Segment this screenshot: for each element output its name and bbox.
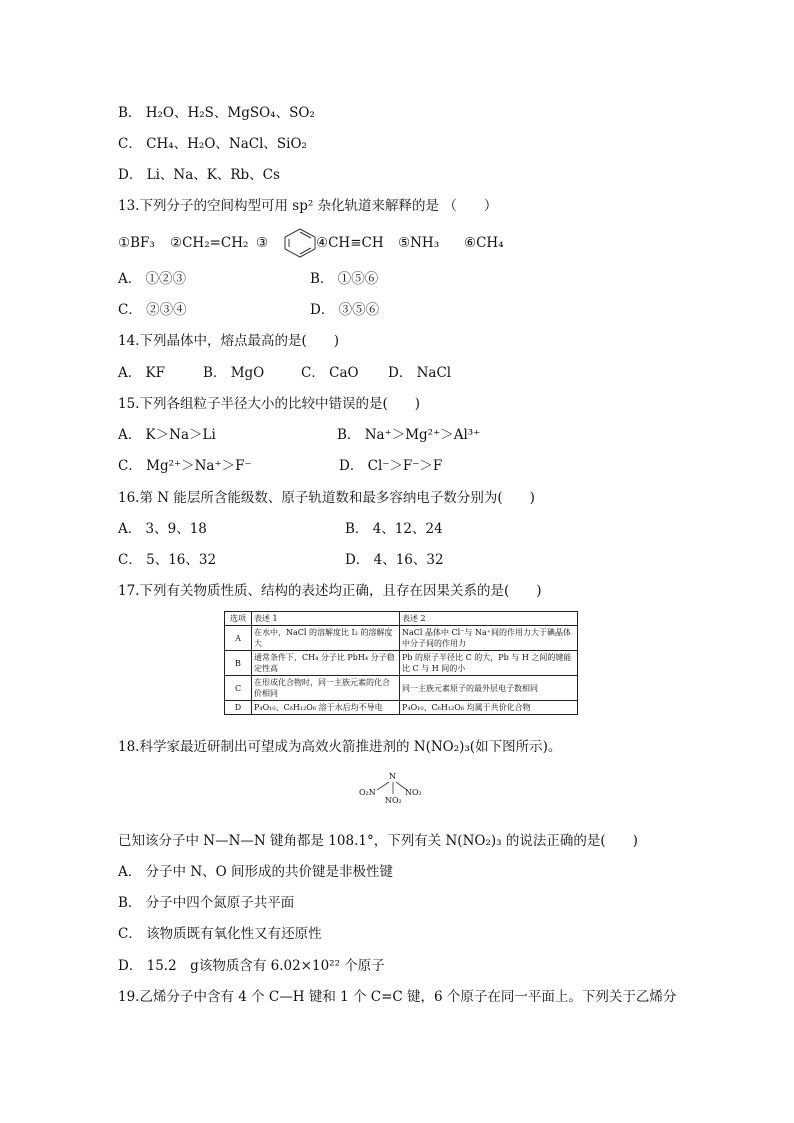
q14-stem: 14.下列晶体中，熔点最高的是( ): [118, 333, 340, 349]
q13-item-4: ④CH≡CH: [316, 235, 384, 251]
table-cell: P₄O₁₀、C₆H₁₂O₆ 溶于水后均不导电: [252, 701, 400, 715]
q16-option-b: B． 4、12、24: [345, 521, 443, 537]
q13-item-3: ③: [256, 235, 269, 251]
q13-item-1: ①BF₃: [118, 235, 155, 251]
q13-option-c: C． ②③④: [118, 302, 187, 318]
q14-option-c: C． CaO: [301, 365, 359, 381]
table-cell: 在形成化合物时，同一主族元素的化合价相同: [252, 676, 400, 701]
table-cell: 通常条件下，CH₄ 分子比 PbH₄ 分子稳定性高: [252, 651, 400, 676]
table-cell: C: [225, 676, 252, 701]
table-cell: P₄O₁₀、C₆H₁₂O₆ 均属于共价化合物: [400, 701, 578, 715]
table-cell: 在水中，NaCl 的溶解度比 I₂ 的溶解度大: [252, 626, 400, 651]
q13-stem: 13.下列分子的空间构型可用 sp² 杂化轨道来解释的是 （ ）: [118, 198, 498, 214]
q13-option-b: B． ①⑤⑥: [310, 271, 379, 287]
table-cell: A: [225, 626, 252, 651]
table-row: [225, 626, 578, 651]
q18-option-b: B． 分子中四个氮原子共平面: [118, 895, 295, 911]
table-row: [225, 676, 578, 701]
q18-stem: 18.科学家最近研制出可望成为高效火箭推进剂的 N(NO₂)₃(如下图所示)。: [118, 739, 562, 755]
table-cell: NaCl 晶体中 Cl⁻与 Na⁺间的作用力大于碘晶体中分子间的作用力: [400, 626, 578, 651]
q15-option-a: A． K＞Na＞Li: [118, 427, 216, 443]
q15-option-d: D． Cl⁻＞F⁻＞F: [339, 458, 443, 474]
q12-option-c: C． CH₄、H₂O、NaCl、SiO₂: [118, 136, 307, 152]
q15-option-b: B． Na⁺＞Mg²⁺＞Al³⁺: [337, 427, 481, 443]
table-header-cell: 表述 2: [400, 612, 578, 626]
q12-option-d: D． Li、Na、K、Rb、Cs: [118, 167, 280, 183]
q18-option-d: D． 15.2 g该物质含有 6.02×10²² 个原子: [118, 958, 385, 974]
q17-stem: 17.下列有关物质性质、结构的表述均正确，且存在因果关系的是( ): [118, 583, 542, 599]
q16-stem: 16.第 N 能层所含能级数、原子轨道数和最多容纳电子数分别为( ): [118, 490, 535, 506]
bottom-nitro-group: NO₂: [385, 796, 402, 805]
q18-option-c: C． 该物质既有氧化性又有还原性: [118, 926, 322, 942]
q13-item-5: ⑤NH₃: [398, 235, 440, 251]
benzene-ring-icon: [283, 228, 317, 258]
q18-option-a: A． 分子中 N、O 间形成的共价键是非极性键: [118, 864, 394, 880]
q16-option-d: D． 4、16、32: [345, 552, 444, 568]
table-row: [225, 701, 578, 715]
table-row: [225, 651, 578, 676]
q14-option-d: D． NaCl: [388, 365, 452, 381]
table-cell: B: [225, 651, 252, 676]
left-nitro-group: O₂N: [359, 788, 376, 797]
q19-stem: 19.乙烯分子中含有 4 个 C—H 键和 1 个 C=C 键，6 个原子在同一平面上。下列关于乙烯分: [118, 989, 677, 1005]
table-header-row: [225, 612, 578, 626]
q12-option-b: B． H₂O、H₂S、MgSO₄、SO₂: [118, 105, 315, 121]
table-header-cell: 选项: [225, 612, 252, 626]
table-header-cell: 表述 1: [252, 612, 400, 626]
q18-line2: 已知该分子中 N—N—N 键角都是 108.1°，下列有关 N(NO₂)₃ 的说法正确的是( ): [118, 833, 638, 849]
right-nitro-group: NO₂: [405, 788, 422, 797]
q16-option-c: C． 5、16、32: [118, 552, 217, 568]
q14-option-a: A． KF: [118, 365, 165, 381]
table-cell: Pb 的原子半径比 C 的大，Pb 与 H 之间的键能比 C 与 H 间的小: [400, 651, 578, 676]
q14-option-b: B． MgO: [203, 365, 265, 381]
n-no2-3-structure: [355, 770, 435, 810]
q15-stem: 15.下列各组粒子半径大小的比较中错误的是( ): [118, 396, 421, 412]
q13-item-2: ②CH₂=CH₂: [170, 235, 249, 251]
q17-table: [224, 611, 578, 715]
table-cell: 同一主族元素原子的最外层电子数相同: [400, 676, 578, 701]
q16-option-a: A． 3、9、18: [118, 521, 207, 537]
q13-item-6: ⑥CH₄: [464, 235, 504, 251]
central-nitrogen: N: [389, 772, 396, 781]
table-cell: D: [225, 701, 252, 715]
q13-option-a: A． ①②③: [118, 271, 187, 287]
q15-option-c: C． Mg²⁺＞Na⁺＞F⁻: [118, 458, 252, 474]
q13-option-d: D． ③⑤⑥: [310, 302, 380, 318]
